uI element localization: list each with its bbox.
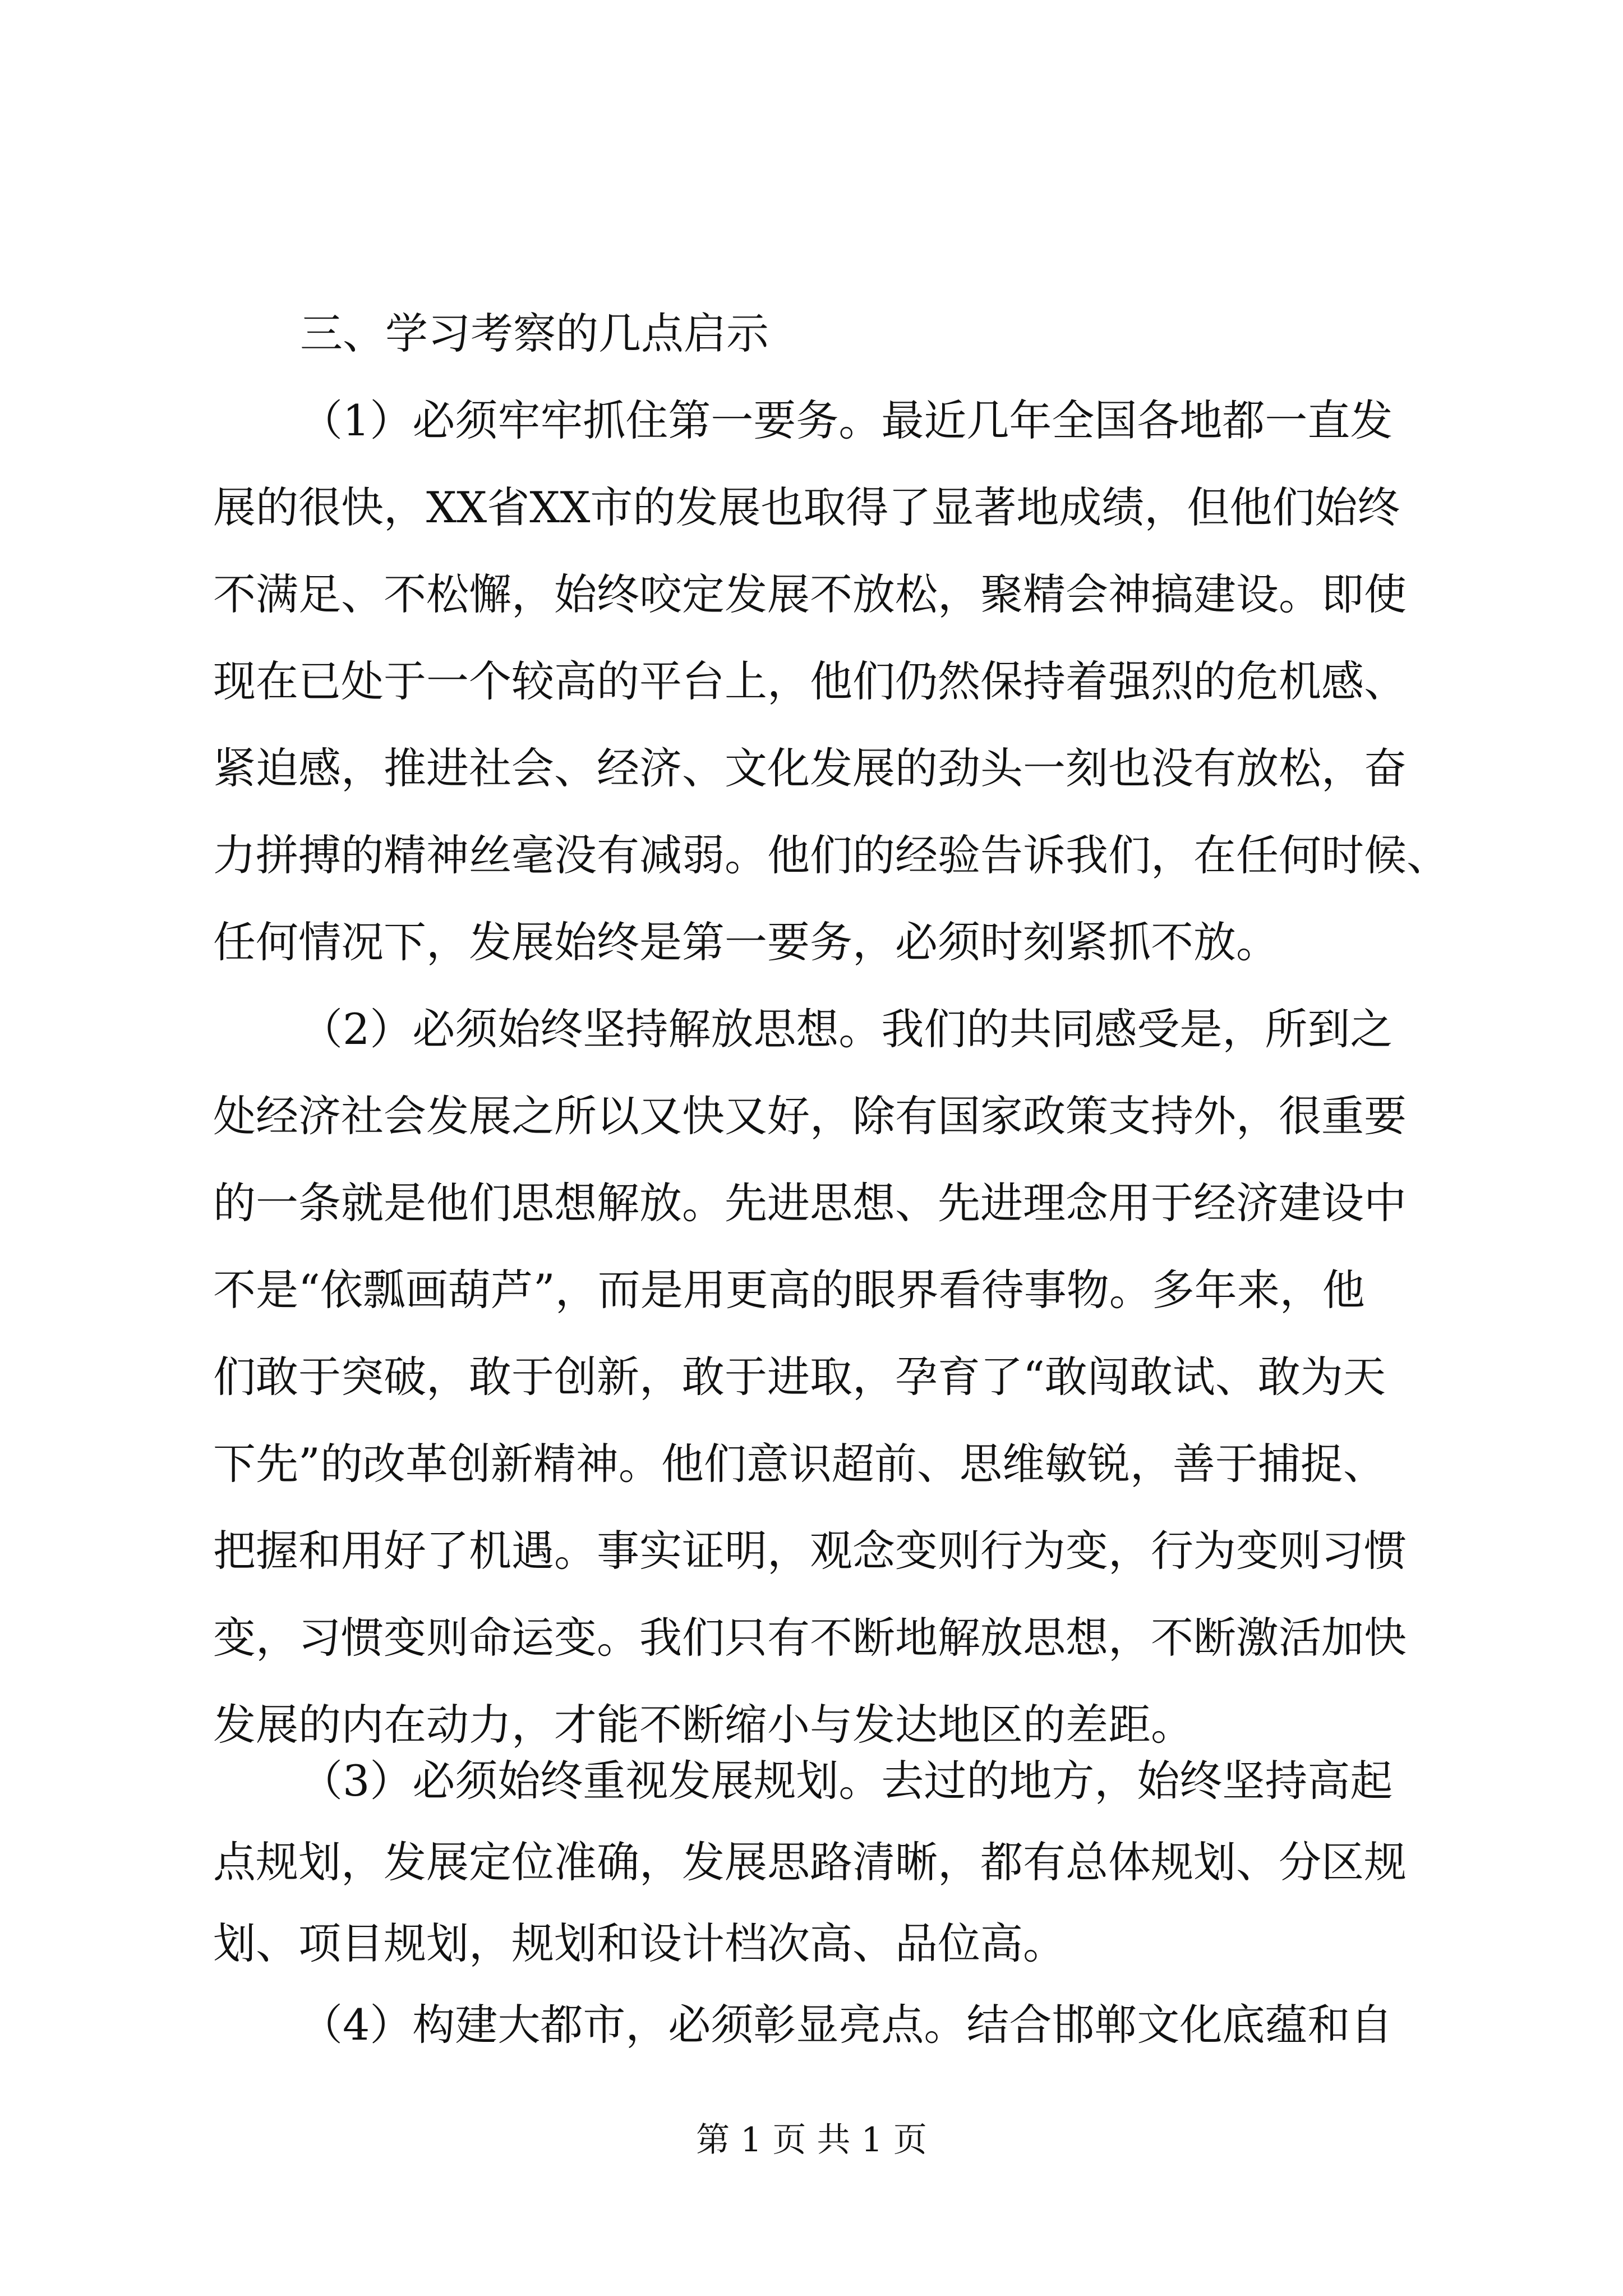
paragraph-1-line-1: （1）必须牢牢抓住第一要务。最近几年全国各地都一直发 <box>300 395 1393 445</box>
paragraph-1-line-2: 展的很快，XX省XX市的发展也取得了显著地成绩，但他们始终 <box>213 482 1400 532</box>
paragraph-3-line-2: 点规划，发展定位准确，发展思路清晰，都有总体规划、分区规 <box>213 1837 1407 1887</box>
paragraph-2-line-3: 的一条就是他们思想解放。先进思想、先进理念用于经济建设中 <box>213 1178 1407 1228</box>
section-heading: 三、学习考察的几点启示 <box>300 309 769 358</box>
paragraph-3-line-3: 划、项目规划，规划和设计档次高、品位高。 <box>213 1918 1066 1968</box>
paragraph-1-line-7: 任何情况下，发展始终是第一要务，必须时刻紧抓不放。 <box>213 917 1279 967</box>
paragraph-2-line-9: 发展的内在动力，才能不断缩小与发达地区的差距。 <box>213 1700 1193 1750</box>
paragraph-2-line-6: 下先”的改革创新精神。他们意识超前、思维敏锐，善于捕捉、 <box>213 1439 1386 1489</box>
paragraph-2-line-5: 们敢于突破，敢于创新，敢于进取，孕育了“敢闯敢试、敢为天 <box>213 1352 1386 1402</box>
paragraph-4-line-1: （4）构建大都市，必须彰显亮点。结合邯郸文化底蕴和自 <box>300 2000 1393 2050</box>
paragraph-1-line-6: 力拼搏的精神丝毫没有减弱。他们的经验告诉我们，在任何时候、 <box>213 830 1449 880</box>
paragraph-1-line-5: 紧迫感，推进社会、经济、文化发展的劲头一刻也没有放松，奋 <box>213 743 1407 793</box>
paragraph-2-line-8: 变，习惯变则命运变。我们只有不断地解放思想，不断激活加快 <box>213 1613 1407 1663</box>
paragraph-3-line-1: （3）必须始终重视发展规划。去过的地方，始终坚持高起 <box>300 1756 1393 1806</box>
paragraph-2-line-1: （2）必须始终坚持解放思想。我们的共同感受是，所到之 <box>300 1004 1393 1054</box>
paragraph-1-line-4: 现在已处于一个较高的平台上，他们仍然保持着强烈的危机感、 <box>213 656 1407 706</box>
page-footer: 第 1 页 共 1 页 <box>696 2120 927 2160</box>
paragraph-2-line-2: 处经济社会发展之所以又快又好，除有国家政策支持外，很重要 <box>213 1091 1407 1141</box>
paragraph-2-line-7: 把握和用好了机遇。事实证明，观念变则行为变，行为变则习惯 <box>213 1526 1407 1576</box>
paragraph-2-line-4: 不是“依瓢画葫芦”，而是用更高的眼界看待事物。多年来，他 <box>213 1265 1365 1315</box>
paragraph-1-line-3: 不满足、不松懈，始终咬定发展不放松，聚精会神搞建设。即使 <box>213 569 1407 619</box>
